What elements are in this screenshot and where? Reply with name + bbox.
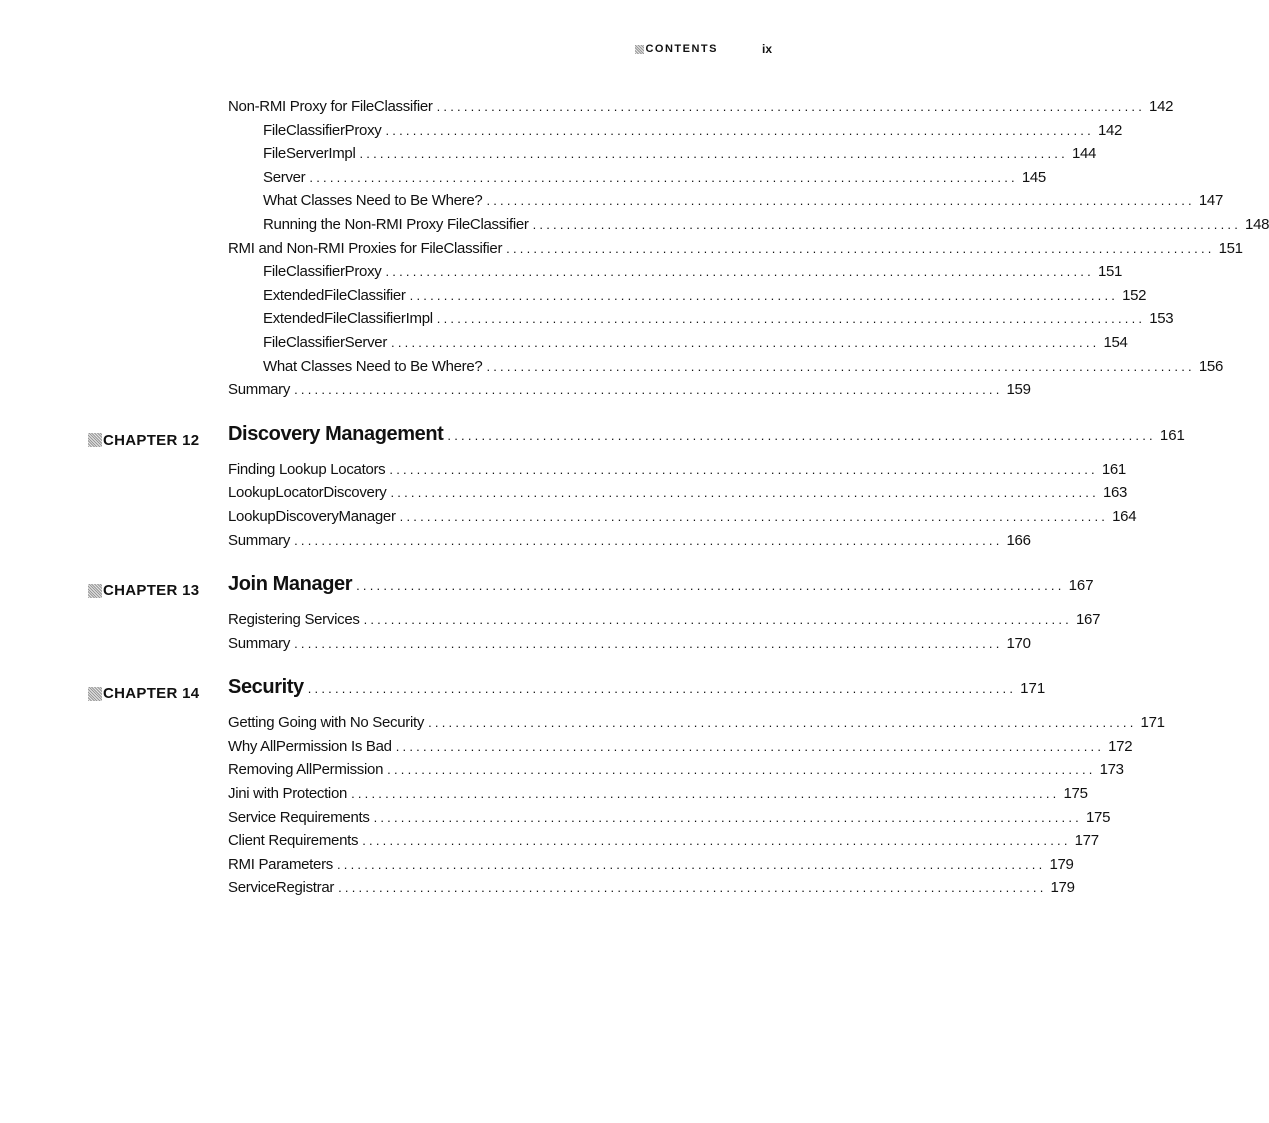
dot-leader: ........................................................................................................ [391,334,1100,350]
dot-leader: ........................................................................................................ [486,193,1195,209]
toc-entry[interactable] [228,808,1111,833]
shade-marker-icon [88,687,102,701]
chapter-title: Security [228,676,304,699]
chapter-title: Discovery Management [228,422,444,445]
toc-entry-page: 164 [1112,507,1137,525]
toc-entry-title: Removing AllPermission [228,761,384,779]
toc-entry-page: 151 [1097,263,1123,281]
toc-entry[interactable] [228,785,1088,809]
toc-entry[interactable] [263,310,1174,334]
toc-entry[interactable] [263,263,1123,287]
shade-marker-icon [88,584,102,598]
toc-entry-title: Running the Non-RMI Proxy FileClassifier [263,215,529,233]
dot-leader: ........................................................................................................ [307,681,1017,697]
dot-leader: ........................................................................................................ [337,856,1046,872]
toc-entry[interactable] [228,98,1174,122]
dot-leader: ........................................................................................................ [385,264,1094,280]
dot-leader: ........................................................................................................ [436,99,1146,114]
chapter-number: CHAPTER 14 [103,685,200,703]
toc-entry[interactable] [228,484,1128,508]
toc-entry[interactable] [228,611,1101,635]
dot-leader: ........................................................................................................ [395,738,1105,754]
toc-entry-page: 147 [1198,192,1224,210]
toc-entry-page: 161 [1101,460,1126,478]
chapter-number: CHAPTER 12 [103,431,200,449]
toc-entry-page: 148 [1245,215,1269,233]
dot-leader: ........................................................................................................ [373,809,1082,825]
toc-entry-title: Why AllPermission Is Bad [228,737,392,755]
toc-entry-page: 170 [1006,634,1031,652]
section-title: CONTENTS [645,43,718,55]
toc-entry-page: 154 [1103,333,1128,351]
toc-entry-page: 175 [1086,808,1111,826]
toc-entry-title: Server [263,168,306,186]
dot-leader: ........................................................................................................ [436,311,1146,327]
dot-leader: ........................................................................................................ [532,216,1242,232]
toc-entry-title: Summary [228,634,291,652]
toc-entry-page: 152 [1122,286,1147,304]
toc-entry[interactable] [228,737,1133,762]
toc-entry-title: FileClassifierProxy [263,263,382,281]
toc-entry[interactable] [228,531,1031,556]
toc-entry-title: FileServerImpl [263,145,356,163]
running-head [635,42,772,56]
chapter-label [88,582,199,599]
toc-entry-title: Registering Services [228,611,360,629]
toc-entry-page: 142 [1149,98,1174,115]
toc-entry[interactable] [263,357,1224,382]
toc-entry-title: LookupDiscoveryManager [228,507,396,525]
toc-entry-title: FileClassifierServer [263,333,388,351]
dot-leader: ........................................................................................................ [351,786,1060,802]
dot-leader: ........................................................................................................ [363,612,1072,628]
chapter-title: Join Manager [228,573,353,596]
toc-entry-title: Jini with Protection [228,785,348,803]
toc-entry[interactable] [263,121,1123,146]
toc-entry-page: 179 [1049,855,1074,873]
toc-entry-title: RMI Parameters [228,855,333,873]
chapter-label [88,685,199,702]
toc-entry[interactable] [228,460,1126,485]
dot-leader: ........................................................................................................ [294,532,1003,548]
toc-entry-page: 163 [1102,484,1128,502]
toc-entry-title: Finding Lookup Locators [228,460,386,478]
dot-leader: ........................................................................................................ [385,122,1094,138]
toc-entry-title: ExtendedFileClassifierImpl [263,310,433,328]
dot-leader: ........................................................................................................ [486,358,1195,374]
toc-entry-page: 175 [1063,785,1088,803]
page-number: ix [761,42,772,56]
toc-entry-title: RMI and Non-RMI Proxies for FileClassifier [228,239,503,257]
toc-entry-title: ServiceRegistrar [228,879,335,897]
toc-entry-title: What Classes Need to Be Where? [263,357,483,375]
toc-entry-page: 179 [1050,879,1075,897]
toc-entry[interactable] [228,634,1031,659]
dot-leader: ........................................................................................................ [506,240,1215,256]
toc-entry-page: 172 [1108,737,1133,755]
toc-entry-title: Summary [228,381,291,399]
toc-entry-title: LookupLocatorDiscovery [228,484,387,502]
dot-leader: ........................................................................................................ [409,287,1119,303]
chapter-page-number: 167 [1068,577,1094,595]
dot-leader: ........................................................................................................ [389,461,1098,477]
toc-entry[interactable] [263,286,1147,311]
dot-leader: ........................................................................................................ [294,382,1003,398]
dot-leader: ........................................................................................................ [309,169,1018,185]
toc-entry-page: 153 [1149,310,1174,328]
toc-entry-title: Summary [228,531,291,549]
chapter-page-number: 161 [1159,426,1185,444]
toc-entry[interactable] [228,239,1243,264]
chapter-number: CHAPTER 13 [103,582,200,600]
chapter-heading[interactable] [0,573,1094,605]
toc-entry[interactable] [228,879,1075,903]
toc-entry[interactable] [228,507,1137,532]
chapter-heading[interactable] [0,422,1185,455]
table-of-contents [0,98,1269,903]
dot-leader: ........................................................................................................ [399,508,1109,524]
toc-entry-page: 177 [1074,832,1099,850]
toc-entry-page: 142 [1097,121,1123,139]
toc-entry-title: What Classes Need to Be Where? [263,192,483,210]
dot-leader: ........................................................................................................ [356,578,1065,594]
toc-entry-page: 167 [1076,611,1101,629]
toc-entry-page: 151 [1218,239,1243,257]
toc-entry[interactable] [228,714,1165,738]
toc-entry[interactable] [228,761,1124,785]
shade-marker-icon [88,433,102,447]
toc-entry-title: Getting Going with No Security [228,714,425,732]
shade-marker-icon [635,45,644,54]
toc-entry-page: 171 [1140,714,1165,732]
toc-entry-title: Client Requirements [228,832,359,850]
toc-entry[interactable] [228,855,1074,880]
toc-entry-page: 166 [1006,531,1031,549]
dot-leader: ........................................................................................................ [428,715,1137,731]
dot-leader: ........................................................................................................ [447,427,1156,443]
toc-entry[interactable] [263,333,1128,358]
toc-entry[interactable] [263,192,1224,216]
toc-entry-page: 156 [1198,357,1224,375]
toc-entry-page: 173 [1099,761,1124,779]
toc-entry-title: Non-RMI Proxy for FileClassifier [228,98,433,115]
toc-entry[interactable] [263,168,1046,193]
dot-leader: ........................................................................................................ [359,146,1068,162]
toc-entry[interactable] [263,145,1097,169]
chapter-page-number: 171 [1020,680,1046,698]
chapter-label [88,432,199,449]
toc-entry-page: 144 [1071,145,1097,163]
dot-leader: ........................................................................................................ [390,485,1099,501]
toc-entry-page: 145 [1021,168,1046,186]
dot-leader: ........................................................................................................ [362,833,1071,849]
toc-entry[interactable] [228,832,1099,856]
dot-leader: ........................................................................................................ [387,762,1096,778]
toc-entry-title: FileClassifierProxy [263,121,382,139]
toc-entry-title: ExtendedFileClassifier [263,286,406,304]
toc-entry[interactable] [228,381,1031,405]
toc-entry-page: 159 [1006,381,1031,399]
dot-leader: ........................................................................................................ [338,880,1047,896]
toc-entry[interactable] [263,215,1269,240]
toc-entry-title: Service Requirements [228,808,370,826]
chapter-heading[interactable] [0,676,1046,708]
dot-leader: ........................................................................................................ [294,635,1003,651]
